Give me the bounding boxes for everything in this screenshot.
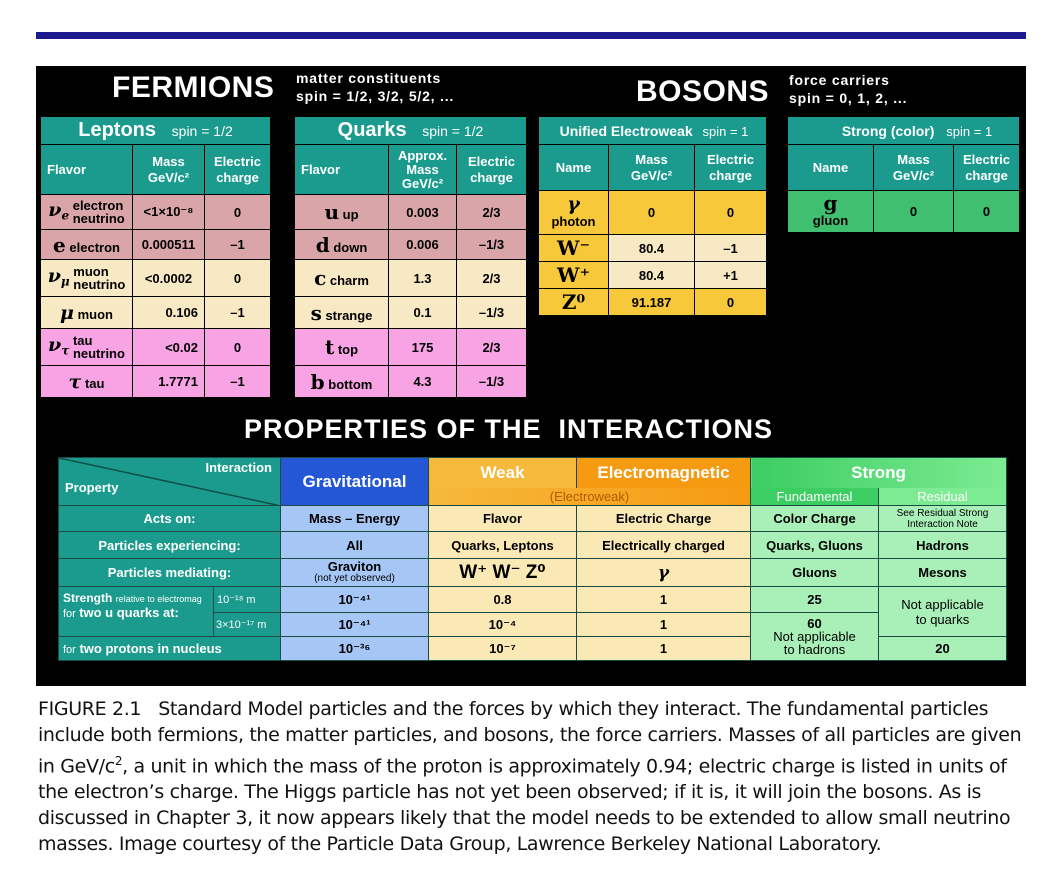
mediating-gravitational [281,559,429,587]
strength-electromagnetic-3: 1 [577,637,751,661]
strength-electromagnetic-2: 1 [577,613,751,637]
lepton-row [41,230,271,260]
lepton-flavor [41,366,133,398]
label-strength-two-u: two u quarks at: [79,604,179,620]
lepton-mass: <0.02 [133,329,205,366]
bosons-subtitle-line1: force carriers [789,72,890,88]
lepton-mass: <0.0002 [133,260,205,297]
quark-symbol: s [310,300,322,325]
lepton-charge: –1 [205,366,271,398]
strength-residual-na-l2: to quarks [915,611,970,627]
experiencing-weak: Quarks, Leptons [429,532,577,559]
boson-name-text: gluon [812,212,849,228]
quarks-title-cell [295,117,527,145]
boson-symbol: W⁺ [556,263,591,287]
boson-name [788,191,874,233]
label-strength [59,587,214,637]
lepton-symbol: ν [47,264,61,287]
boson-symbol: γ [567,192,580,215]
quark-charge: 2/3 [457,329,527,366]
quarks-mass-header [389,145,457,195]
strength-gravitational-3: 10⁻³⁶ [281,637,429,661]
mediating-gravitational-l1: Graviton [327,558,382,574]
quark-name: strange [325,307,373,323]
strong-title-cell [788,117,1020,145]
lepton-charge: –1 [205,230,271,260]
acts-on-gravitational: Mass – Energy [281,506,429,532]
col-strong: Strong [751,458,1007,488]
boson-mass: 0 [609,191,695,235]
electroweak-header-row [539,145,767,191]
interactions-title: PROPERTIES OF THE INTERACTIONS [244,414,774,444]
fermions-subtitle [296,69,454,105]
leptons-title-row [41,117,271,145]
interactions-corner-cell [59,458,281,506]
quark-symbol: d [315,232,330,257]
quarks-mass-header-l2: Mass [406,161,439,177]
quark-flavor [295,297,389,329]
fermions-subtitle-line1: matter constituents [296,70,442,86]
strong-table [787,116,1020,233]
leptons-title: Leptons [78,119,157,141]
quarks-title-row [295,117,527,145]
acts-on-residual [879,506,1007,532]
label-protons-text: two protons in nucleus [79,641,222,656]
label-acts-on: Acts on: [59,506,281,532]
quarks-mass-header-l3: GeV/c² [401,175,444,191]
strength-fundamental-2 [751,613,879,661]
quark-name: charm [329,273,369,288]
label-strength-line1 [63,591,210,606]
strong-title-row [788,117,1020,145]
label-strength-line2 [63,606,210,621]
bosons-title: BOSONS [636,75,770,108]
electroweak-mass-header-l1: Mass [635,151,668,167]
row-strength-1 [59,587,1007,613]
boson-name [539,191,609,235]
boson-row [539,289,767,316]
lepton-name-l2: neutrino [72,211,125,227]
strength-fundamental-1: 25 [751,587,879,613]
quarks-charge-header-l1: Electric [468,153,515,169]
leptons-header-row [41,145,271,195]
strength-gravitational-1: 10⁻⁴¹ [281,587,429,613]
mediating-residual: Mesons [879,559,1007,587]
quark-charge: –1/3 [457,230,527,260]
lepton-flavor [41,230,133,260]
acts-on-weak: Flavor [429,506,577,532]
boson-mass: 80.4 [609,235,695,262]
boson-symbol: W⁻ [556,236,591,260]
leptons-mass-header [133,145,205,195]
col-electroweak: (Electroweak) [429,488,751,506]
lepton-name-l1: tau [72,333,93,349]
leptons-title-cell [41,117,271,145]
lepton-name-l1: muon [73,264,109,280]
dist-2: 3×10⁻¹⁷ m [214,613,281,637]
leptons-mass-header-l1: Mass [152,153,185,169]
fermions-subtitle-line2: spin = 1/2, 3/2, 5/2, ... [296,88,455,104]
electroweak-title: Unified Electroweak [559,122,693,139]
caption-text-a: Standard Model particles and the forces by which they interact. The fundamental particles include both fermions, the matter particles, and bosons, the force carriers. Masses of all particles are given in GeV/c [38,698,1022,778]
lepton-name [73,199,125,225]
lepton-name: electron [69,239,120,255]
lepton-symbol: μ [60,301,74,324]
row-acts-on [59,506,1007,532]
boson-charge: 0 [954,191,1020,233]
interactions-table [58,457,1007,661]
lepton-charge: 0 [205,195,271,230]
lepton-symbol: τ [68,370,82,393]
quark-symbol: t [324,335,335,359]
strong-charge-header-l1: Electric [963,151,1010,167]
strong-header-row [788,145,1020,191]
strong-mass-header-l1: Mass [897,151,930,167]
boson-name-text: photon [551,213,596,229]
quark-charge: 2/3 [457,260,527,297]
electroweak-table [538,116,767,316]
lepton-flavor [41,329,133,366]
lepton-row [41,366,271,398]
strength-fundamental-na-l2: to hadrons [783,642,846,657]
mediating-fundamental: Gluons [751,559,879,587]
boson-row [539,191,767,235]
strong-mass-header [874,145,954,191]
quark-mass: 175 [389,329,457,366]
corner-property: Property [65,480,119,495]
lepton-charge: –1 [205,297,271,329]
acts-on-electromagnetic: Electric Charge [577,506,751,532]
strength-weak-1: 0.8 [429,587,577,613]
leptons-spin: spin = 1/2 [171,123,233,139]
electroweak-charge-header [695,145,767,191]
lepton-row [41,260,271,297]
quarks-table [294,116,527,398]
acts-on-fundamental: Color Charge [751,506,879,532]
quark-row [295,366,527,398]
quark-mass: 1.3 [389,260,457,297]
fermions-title: FERMIONS [112,71,275,104]
quark-flavor [295,195,389,230]
boson-charge: 0 [695,289,767,316]
quark-flavor [295,260,389,297]
quark-charge: 2/3 [457,195,527,230]
boson-row [539,262,767,289]
quark-charge: –1/3 [457,366,527,398]
boson-row [788,191,1020,233]
quark-row [295,195,527,230]
quark-mass: 0.003 [389,195,457,230]
strong-title: Strong (color) [841,122,935,139]
acts-on-residual-l1: See Residual Strong [896,507,989,519]
boson-charge: 0 [695,191,767,235]
strength-weak-2: 10⁻⁴ [429,613,577,637]
quarks-mass-header-l1: Approx. [397,147,448,163]
lepton-mass: 1.7771 [133,366,205,398]
boson-mass: 91.187 [609,289,695,316]
electroweak-title-row [539,117,767,145]
lepton-symbol-sub: e [61,208,70,223]
quarks-flavor-header: Flavor [295,145,389,195]
lepton-name: tau [84,375,105,391]
lepton-row [41,329,271,366]
bosons-subtitle-line2: spin = 0, 1, 2, ... [789,90,908,106]
strength-electromagnetic-1: 1 [577,587,751,613]
electroweak-title-cell [539,117,767,145]
quarks-spin: spin = 1/2 [422,123,484,139]
quark-flavor [295,366,389,398]
strength-fundamental-value: 60 [807,616,822,631]
strong-name-header: Name [788,145,874,191]
lepton-symbol: e [53,232,66,257]
label-protons [59,637,281,661]
leptons-flavor-header: Flavor [41,145,133,195]
boson-mass: 80.4 [609,262,695,289]
label-strength-word: Strength [63,590,113,605]
caption-label: FIGURE 2.1 [38,698,142,720]
row-experiencing [59,532,1007,559]
lepton-charge: 0 [205,329,271,366]
quark-row [295,230,527,260]
label-strength-for: for [63,607,76,620]
mediating-weak: W⁺ W⁻ Z⁰ [429,559,577,587]
strength-residual-na [879,587,1007,637]
quark-name: top [337,342,359,357]
strength-gravitational-2: 10⁻⁴¹ [281,613,429,637]
corner-interaction: Interaction [205,460,272,475]
quark-mass: 4.3 [389,366,457,398]
strong-charge-header-l2: charge [965,167,1008,183]
quark-symbol: c [314,266,327,290]
bosons-subtitle [789,71,907,107]
electroweak-mass-header-l2: GeV/c² [630,167,673,183]
experiencing-fundamental: Quarks, Gluons [751,532,879,559]
boson-row [539,235,767,262]
label-mediating: Particles mediating: [59,559,281,587]
quark-name: up [342,207,359,222]
strength-fundamental-na-l1: Not applicable [773,629,856,644]
col-electromagnetic: Electromagnetic [577,458,751,488]
boson-mass: 0 [874,191,954,233]
figure-caption [38,696,1028,857]
strong-charge-header [954,145,1020,191]
caption-sup: 2 [114,754,123,768]
quark-symbol: u [324,200,340,224]
col-gravitational: Gravitational [281,458,429,506]
leptons-charge-header [205,145,271,195]
acts-on-residual-l2: Interaction Note [907,518,978,530]
col-residual: Residual [879,488,1007,506]
quark-mass: 0.006 [389,230,457,260]
col-weak: Weak [429,458,577,488]
lepton-symbol-sub: τ [61,343,70,358]
lepton-symbol-sub: μ [60,274,70,289]
lepton-flavor [41,260,133,297]
boson-name [539,289,609,316]
quark-name: down [333,239,368,255]
experiencing-electromagnetic: Electrically charged [577,532,751,559]
electroweak-charge-header-l2: charge [709,167,752,183]
quark-symbol: b [310,369,325,394]
quarks-header-row [295,145,527,195]
experiencing-gravitational: All [281,532,429,559]
strength-weak-3: 10⁻⁷ [429,637,577,661]
quarks-title: Quarks [337,119,407,141]
lepton-mass: <1×10⁻⁸ [133,195,205,230]
lepton-mass: 0.106 [133,297,205,329]
boson-name [539,235,609,262]
lepton-name: muon [77,306,113,322]
leptons-table [40,116,271,398]
interactions-header-row [59,458,1007,488]
strong-spin: spin = 1 [946,123,993,139]
lepton-row [41,195,271,230]
caption-text-b: , a unit in which the mass of the proton is approximately 0.94; electric charge is listed in units of the electron’s charge. The Higgs particle has not yet been observed; if it is, it will join the bosons. As is discussed in Chapter 3, it now appears likely that the model needs to be extended to allow small neutrino masses. Image courtesy of the Particle Data Group, Lawrence Berkeley National Laboratory. [38,755,1011,856]
boson-symbol: g [823,190,838,215]
lepton-flavor [41,195,133,230]
lepton-name [73,334,125,360]
mediating-gravitational-l2: (not yet observed) [314,572,395,584]
quark-row [295,297,527,329]
leptons-charge-header-l1: Electric [214,153,261,169]
label-experiencing: Particles experiencing: [59,532,281,559]
label-strength-spacer [63,621,210,633]
lepton-mass: 0.000511 [133,230,205,260]
quark-charge: –1/3 [457,297,527,329]
dist-1: 10⁻¹⁸ m [214,587,281,613]
lepton-symbol: ν [48,333,62,356]
boson-name [539,262,609,289]
quarks-charge-header [457,145,527,195]
strength-residual-value: 20 [879,637,1007,661]
boson-charge: –1 [695,235,767,262]
row-mediating [59,559,1007,587]
lepton-name-l2: neutrino [73,277,126,293]
electroweak-mass-header [609,145,695,191]
leptons-charge-header-l2: charge [216,169,259,185]
quark-name: bottom [328,376,373,392]
leptons-mass-header-l2: GeV/c² [147,169,190,185]
quark-row [295,329,527,366]
lepton-name [73,265,125,291]
boson-charge: +1 [695,262,767,289]
lepton-name-l1: electron [72,198,124,214]
quark-flavor [295,329,389,366]
lepton-flavor [41,297,133,329]
strong-mass-header-l2: GeV/c² [892,167,935,183]
label-strength-relative: relative to electromag [115,593,202,604]
quark-row [295,260,527,297]
quark-flavor [295,230,389,260]
lepton-symbol: ν [48,198,62,221]
strength-residual-na-l1: Not applicable [901,596,984,612]
electroweak-charge-header-l1: Electric [707,151,754,167]
quark-mass: 0.1 [389,297,457,329]
electroweak-spin: spin = 1 [702,123,749,139]
col-fundamental: Fundamental [751,488,879,506]
boson-symbol: Z⁰ [561,290,586,314]
label-protons-for: for [63,644,76,656]
electroweak-name-header: Name [539,145,609,191]
top-rule [36,32,1026,39]
quarks-charge-header-l2: charge [470,169,513,185]
lepton-name-l2: neutrino [72,346,125,362]
lepton-charge: 0 [205,260,271,297]
mediating-electromagnetic: γ [577,559,751,587]
lepton-row [41,297,271,329]
experiencing-residual: Hadrons [879,532,1007,559]
